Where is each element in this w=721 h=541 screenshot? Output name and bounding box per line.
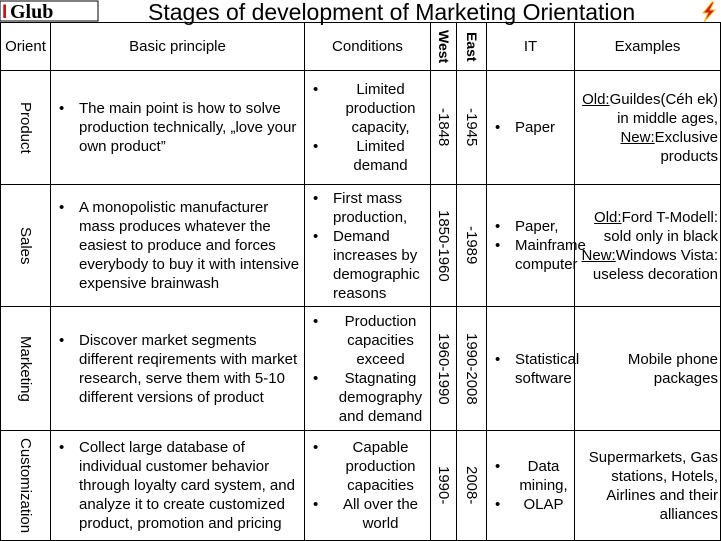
list-item: • A monopolistic manufacturer mass produces whatever the easiest to produce and forces everybody to buy it with intensive expensive brainwash (53, 198, 302, 293)
examples-cell: Old:Guildes(Céh ek) in middle ages, New:Exclusive products (575, 71, 721, 185)
orient-cell: Product (1, 71, 51, 185)
list-item: • OLAP (489, 495, 572, 514)
principle-cell (51, 185, 305, 307)
header-row (1, 23, 721, 71)
orientation-table (0, 22, 721, 541)
west-cell: -1848 (431, 71, 457, 185)
orient-cell: Marketing (1, 307, 51, 431)
east-cell: -1989 (457, 185, 487, 307)
list-item: • Capable production capacities (307, 438, 428, 495)
list-item: • Limited production capacity, (307, 80, 428, 137)
list-item: • The main point is how to solve production technically, „love your own product” (53, 99, 302, 156)
west-cell: 1990- (431, 431, 457, 541)
list-item: • First mass production, (307, 189, 428, 227)
col-orient: Orient (1, 23, 51, 71)
conditions-cell (305, 71, 431, 185)
it-cell (487, 71, 575, 185)
col-examples: Examples (575, 23, 721, 71)
principle-cell (51, 431, 305, 541)
east-cell: 1990-2008 (457, 307, 487, 431)
west-cell: 1960-1990 (431, 307, 457, 431)
col-east: East (457, 23, 487, 71)
list-item: • Stagnating demography and demand (307, 369, 428, 426)
examples-cell: Mobile phone packages (575, 307, 721, 431)
list-item: • All over the world (307, 495, 428, 533)
table-row-customization (1, 431, 721, 541)
list-item: • Discover market segments different reqirements with market research, serve them with 5-10 different versions of product (53, 331, 302, 407)
list-item: • Collect large database of individual customer behavior through loyalty card system, and analyze it to create customized product, promotion and pricing (53, 438, 302, 533)
orient-cell: Customization (1, 431, 51, 541)
it-cell (487, 185, 586, 307)
conditions-cell (305, 185, 431, 307)
list-item: • Paper (489, 118, 572, 137)
east-cell: 2008- (457, 431, 487, 541)
list-item: • Mainframe computer (489, 236, 572, 274)
lightning-bolt-icon (700, 2, 718, 22)
examples-cell: Old:Ford T-Modell: sold only in black New:Windows Vista: useless decoration (575, 185, 721, 307)
list-item: • Paper, (489, 217, 572, 236)
svg-text:I: I (2, 2, 8, 23)
col-conditions: Conditions (305, 23, 431, 71)
it-cell (487, 307, 580, 431)
east-cell: -1945 (457, 71, 487, 185)
iclub-logo (0, 0, 98, 22)
svg-text:Glub: Glub (10, 1, 54, 23)
page-title: Stages of development of Marketing Orientation (148, 0, 636, 25)
col-it: IT (487, 23, 575, 71)
col-principle: Basic principle (51, 23, 305, 71)
principle-cell (51, 307, 305, 431)
col-west: West (431, 23, 457, 71)
list-item: • Statistical software (489, 350, 572, 388)
table-row-sales (1, 185, 721, 307)
west-cell: 1850-1960 (431, 185, 457, 307)
list-item: • Demand increases by demographic reasons (307, 227, 428, 303)
principle-cell (51, 71, 305, 185)
table-row-marketing (1, 307, 721, 431)
list-item: • Production capacities exceed (307, 312, 428, 369)
conditions-cell (305, 431, 431, 541)
table-row-product (1, 71, 721, 185)
it-cell (487, 431, 575, 541)
list-item: • Data mining, (489, 457, 572, 495)
orient-cell: Sales (1, 185, 51, 307)
conditions-cell (305, 307, 431, 431)
examples-cell: Supermarkets, Gas stations, Hotels, Airlines and their alliances (575, 431, 721, 541)
list-item: • Limited demand (307, 137, 428, 175)
